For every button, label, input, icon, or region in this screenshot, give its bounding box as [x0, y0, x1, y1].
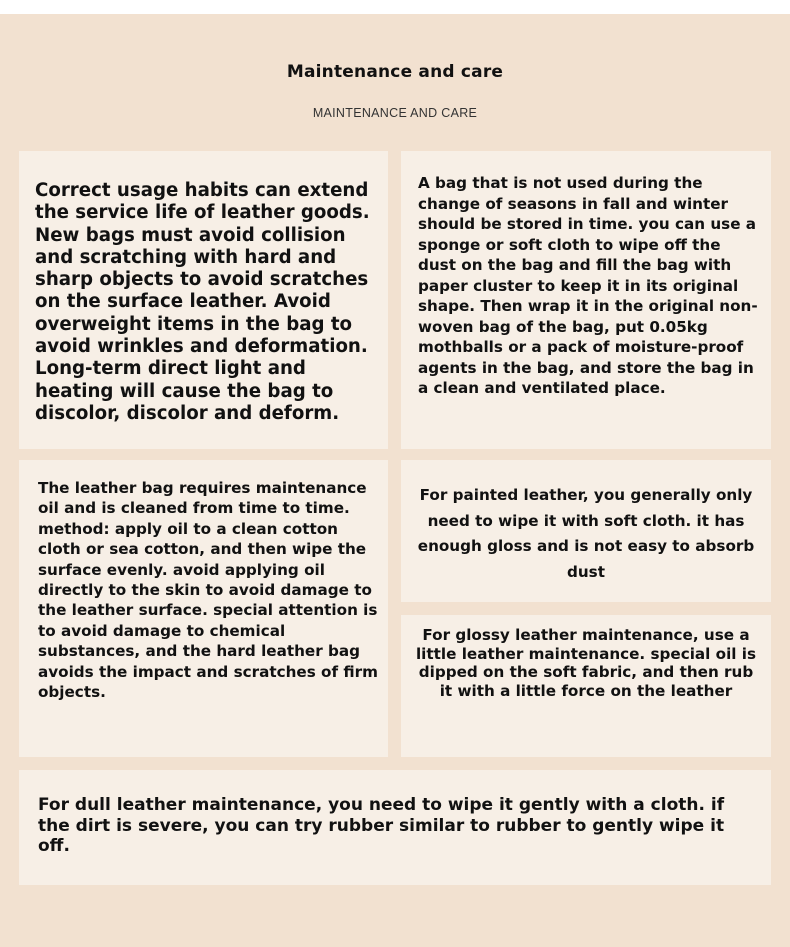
glossy-leather-text: For glossy leather maintenance, use a little leather maintenance. special oil is dipped on the soft fabric, and then rub it with a little force on the leather [415, 626, 757, 701]
top-strip [0, 0, 790, 14]
oil-maintenance-text: The leather bag requires maintenance oil and is cleaned from time to time. method: apply oil to a clean cotton cloth or sea cotton, and then wipe the surface evenly. avoid applying oil directly to the skin to avoid damage to the leather surface. special attention is to avoid damage to chemical substances, and the hard leather bag avoids the impact and scratches of firm objects. [38, 479, 378, 702]
page-title: Maintenance and care [286, 62, 504, 82]
painted-leather-card [401, 460, 771, 602]
usage-habits-card [19, 151, 388, 449]
glossy-leather-card [401, 615, 771, 757]
page-subtitle: MAINTENANCE AND CARE [312, 106, 478, 120]
dull-leather-text: For dull leather maintenance, you need to wipe it gently with a cloth. if the dirt is severe, you can try rubber similar to rubber to gently wipe it off. [38, 795, 725, 857]
usage-habits-text: Correct usage habits can extend the service life of leather goods. New bags must avoid collision and scratching with hard and sharp objects to avoid scratches on the surface leather. Avoid overweight items in the bag to avoid wrinkles and deformation. Long-term direct light and heating will cause the bag to discolor, discolor and deform. [35, 180, 370, 424]
seasonal-storage-text: A bag that is not used during the change of seasons in fall and winter should be stored in time. you can use a sponge or soft cloth to wipe off the dust on the bag and fill the bag with paper cluster to keep it in its original shape. Then wrap it in the original non-woven bag of the bag, put 0.05kg mothballs or a pack of moisture-proof agents in the bag, and store the bag in a clean and ventilated place. [418, 174, 758, 397]
seasonal-storage-card [401, 151, 771, 449]
dull-leather-card [19, 770, 771, 885]
oil-maintenance-card [19, 460, 388, 757]
painted-leather-text: For painted leather, you generally only need to wipe it with soft cloth. it has enough gloss and is not easy to absorb dust [417, 486, 755, 581]
